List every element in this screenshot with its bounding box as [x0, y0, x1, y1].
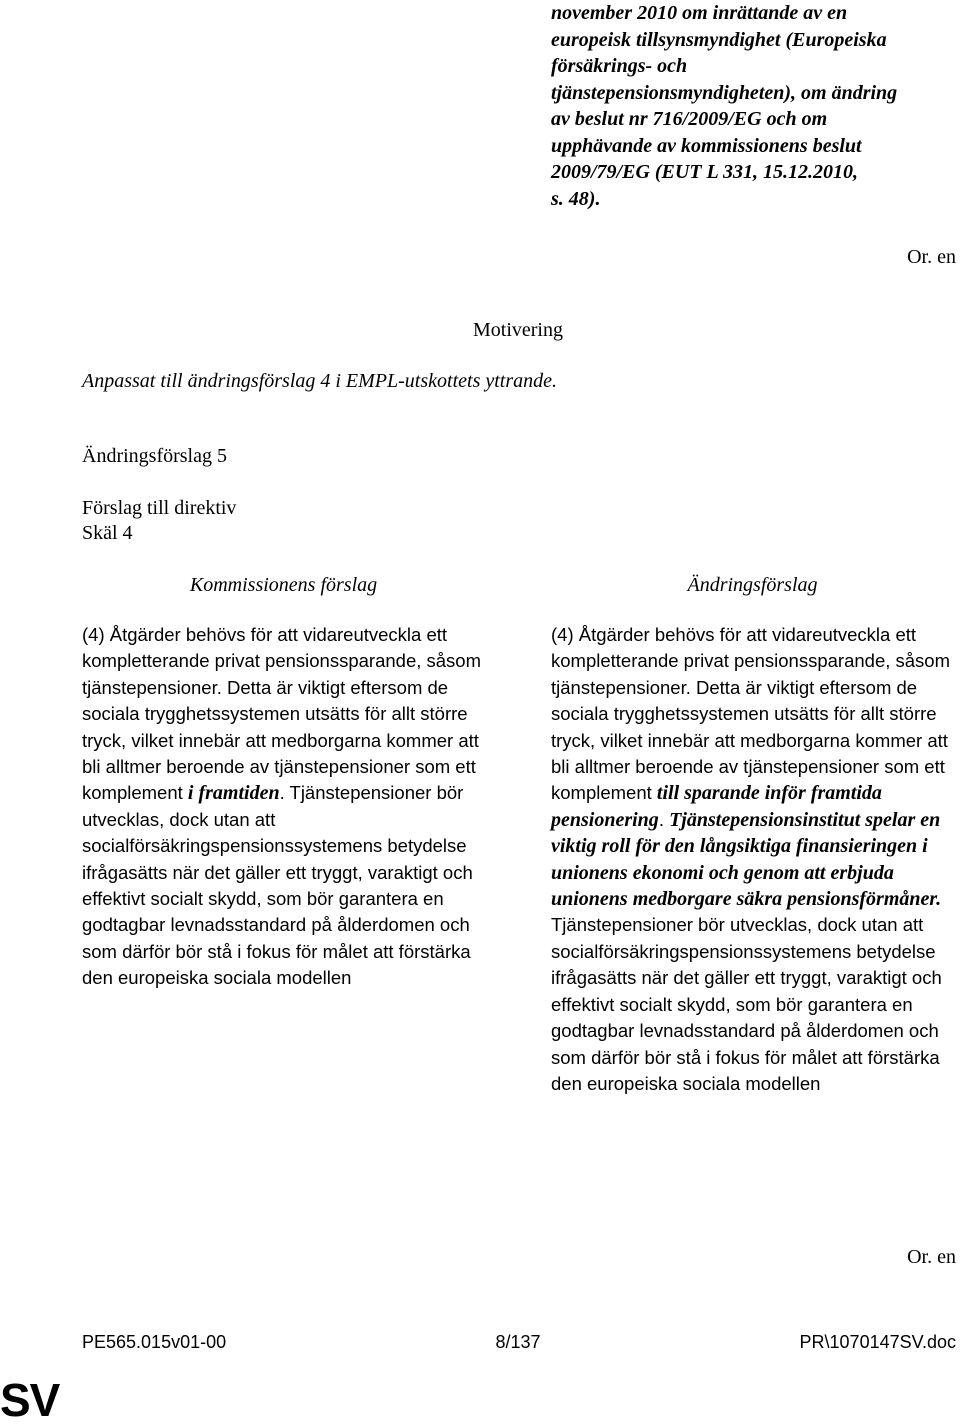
text-run: (4) Åtgärder behövs för att vidareutveckla ett kompletterande privat pensionssparande, såsom tjänstepensioner. Detta är viktigt eftersom de sociala trygghetssystemen utsätts för allt större tryck, vilket innebär att medborgarna kommer att bli alltmer beroende av tjänstepensioner som ett komplement — [82, 624, 482, 804]
amended-text-run: till sparande inför framtida pensionering — [551, 782, 882, 831]
footer-doc-ref: PE565.015v01-00 — [82, 1332, 227, 1352]
footer-page-number: 8/137 — [495, 1332, 541, 1352]
ref-line: försäkrings- och — [551, 55, 688, 77]
proposal-type: Förslag till direktiv — [82, 497, 237, 519]
ref-line: tjänstepensionsmyndigheten), om ändring — [551, 81, 898, 104]
motivering-text: Anpassat till ändringsförslag 4 i EMPL-utskottets yttrande. — [82, 370, 557, 392]
ref-line: 2009/79/EG (EUT L 331, 15.12.2010, — [551, 161, 859, 183]
original-language: Or. en — [907, 1246, 956, 1268]
commission-proposal-text — [82, 622, 502, 992]
text-run: . Tjänstepensioner bör utvecklas, dock utan att socialförsäkringspensionssystemens betydelse ifrågasätts när det gäller ett tryggt, varaktigt och effektivt socialt skydd, som bör garantera en godtagbar levnadsstandard på ålderdomen och som därför bör stå i fokus för målet att förstärka den europeiska sociala modellen — [82, 782, 473, 989]
text-run: . — [658, 808, 670, 830]
right-column-header: Ändringsförslag — [687, 574, 818, 596]
recital-ref: Skäl 4 — [82, 522, 133, 544]
previous-reference-continuation — [551, 0, 951, 212]
amendment-title: Ändringsförslag 5 — [82, 445, 227, 467]
ref-line: s. 48). — [551, 187, 601, 210]
original-language: Or. en — [907, 246, 956, 268]
language-code: SV — [0, 1374, 60, 1426]
amended-text-run: Tjänstepensionsinstitut spelar en viktig roll för den långsiktiga finansieringen i unionens ekonomi och genom att erbjuda unionens medborgare säkra pensionsförmåner. — [551, 808, 942, 911]
footer-file-name: PR\1070147SV.doc — [799, 1332, 956, 1352]
text-run: Tjänstepensioner bör utvecklas, dock utan att socialförsäkringspensionssystemens betydelse ifrågasätts när det gäller ett tryggt, varaktigt och effektivt socialt skydd, som bör garantera en godtagbar levnadsstandard på ålderdomen och som därför bör stå i fokus för målet att förstärka den europeiska sociala modellen — [551, 914, 942, 1094]
motivering-heading: Motivering — [473, 319, 563, 341]
ref-line: november 2010 om inrättande av en — [551, 2, 848, 24]
left-column-header: Kommissionens förslag — [189, 574, 378, 596]
amended-text-run: i framtiden — [187, 782, 280, 805]
ref-line: europeisk tillsynsmyndighet (Europeiska — [551, 28, 887, 51]
ref-line: av beslut nr 716/2009/EG och om — [551, 108, 828, 130]
ref-line: upphävande av kommissionens beslut — [551, 134, 862, 157]
text-run: (4) Åtgärder behövs för att vidareutveckla ett kompletterande privat pensionssparande, såsom tjänstepensioner. Detta är viktigt eftersom de sociala trygghetssystemen utsätts för allt större tryck, vilket innebär att medborgarna kommer att bli alltmer beroende av tjänstepensioner som ett komplement — [551, 624, 951, 804]
amendment-text — [551, 622, 960, 1097]
